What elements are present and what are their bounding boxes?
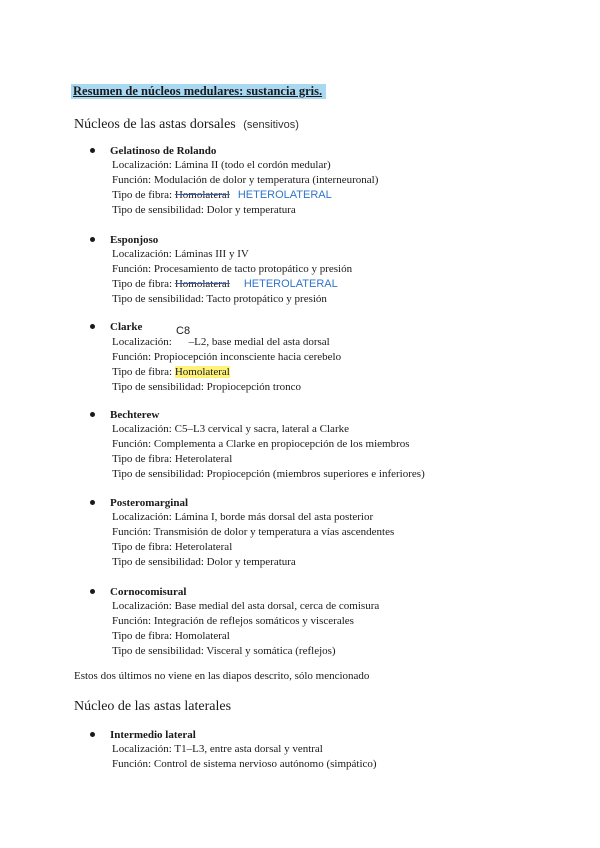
nucleus-function: Función: Transmisión de dolor y temperatura a vías ascendentes xyxy=(112,526,395,538)
bullet-icon xyxy=(90,237,95,242)
nucleus-name: Bechterew xyxy=(110,409,160,421)
nucleus-fiber xyxy=(112,277,338,291)
location-label: Localización: xyxy=(112,336,175,348)
nucleus-sensitivity: Tipo de sensibilidad: Visceral y somática (reflejos) xyxy=(112,645,336,657)
nucleus-name: Clarke xyxy=(110,321,143,333)
nucleus-location: Localización: Lámina I, borde más dorsal del asta posterior xyxy=(112,511,374,523)
nucleus-sensitivity: Tipo de sensibilidad: Propiocepción tronco xyxy=(112,381,302,393)
nucleus-function: Función: Integración de reflejos somáticos y viscerales xyxy=(112,615,354,627)
nucleus-name: Esponjoso xyxy=(110,234,159,246)
nucleus-function: Función: Procesamiento de tacto protopático y presión xyxy=(112,263,353,275)
fiber-value-struck: Homolateral xyxy=(174,189,230,201)
bullet-icon xyxy=(90,412,95,417)
nucleus-name: Posteromarginal xyxy=(110,497,189,509)
nucleus-fiber: Tipo de fibra: Heterolateral xyxy=(112,453,233,465)
nucleus-fiber: Tipo de fibra: Heterolateral xyxy=(112,541,233,553)
bullet-icon xyxy=(90,589,95,594)
bullet-icon xyxy=(90,324,95,329)
section-heading-note: (sensitivos) xyxy=(243,119,299,131)
nucleus-name: Intermedio lateral xyxy=(110,729,196,741)
fiber-value-highlighted: Homolateral xyxy=(174,366,230,378)
nucleus-sensitivity: Tipo de sensibilidad: Propiocepción (miembros superiores e inferiores) xyxy=(112,468,425,480)
nucleus-fiber xyxy=(112,188,332,202)
c8-annotation: C8 xyxy=(176,325,191,337)
nucleus-location: Localización: Lámina II (todo el cordón medular) xyxy=(112,159,331,171)
fiber-label: Tipo de fibra: xyxy=(112,278,175,290)
fiber-label: Tipo de fibra: xyxy=(112,366,175,378)
nucleus-sensitivity: Tipo de sensibilidad: Tacto protopático y presión xyxy=(112,293,327,305)
fiber-label: Tipo de fibra: xyxy=(112,189,175,201)
bullet-icon xyxy=(90,500,95,505)
nucleus-function: Función: Modulación de dolor y temperatura (interneuronal) xyxy=(112,174,379,186)
section-heading-dorsal xyxy=(74,116,299,134)
nucleus-function: Función: Propiocepción inconsciente hacia cerebelo xyxy=(112,351,342,363)
nucleus-function: Función: Control de sistema nervioso autónomo (simpático) xyxy=(112,758,377,770)
nucleus-location: Localización: Láminas III y IV xyxy=(112,248,249,260)
nucleus-fiber: Tipo de fibra: Homolateral xyxy=(112,630,230,642)
fiber-correction: HETEROLATERAL xyxy=(237,189,332,201)
nucleus-name: Gelatinoso de Rolando xyxy=(110,145,217,157)
section-heading-text: Núcleos de las astas dorsales xyxy=(74,117,236,132)
location-value: –L2, base medial del asta dorsal xyxy=(188,336,330,348)
bullet-icon xyxy=(90,148,95,153)
nucleus-sensitivity: Tipo de sensibilidad: Dolor y temperatura xyxy=(112,556,296,568)
nucleus-location: Localización: Base medial del asta dorsal, cerca de comisura xyxy=(112,600,380,612)
section-heading-lateral xyxy=(74,698,231,715)
document-title: Resumen de núcleos medulares: sustancia gris. xyxy=(71,84,326,99)
nucleus-location: Localización: C5–L3 cervical y sacra, lateral a Clarke xyxy=(112,423,349,435)
note-paragraph: Estos dos últimos no viene en las diapos descrito, sólo mencionado xyxy=(74,670,370,682)
nucleus-fiber xyxy=(112,365,230,379)
section-heading-text: Núcleo de las astas laterales xyxy=(74,699,232,714)
nucleus-name: Cornocomisural xyxy=(110,586,187,598)
fiber-correction: HETEROLATERAL xyxy=(243,278,338,290)
nucleus-location xyxy=(112,335,330,349)
bullet-icon xyxy=(90,732,95,737)
nucleus-location: Localización: T1–L3, entre asta dorsal y ventral xyxy=(112,743,323,755)
fiber-value-struck: Homolateral xyxy=(174,278,230,290)
nucleus-function: Función: Complementa a Clarke en propiocepción de los miembros xyxy=(112,438,410,450)
nucleus-sensitivity: Tipo de sensibilidad: Dolor y temperatura xyxy=(112,204,296,216)
